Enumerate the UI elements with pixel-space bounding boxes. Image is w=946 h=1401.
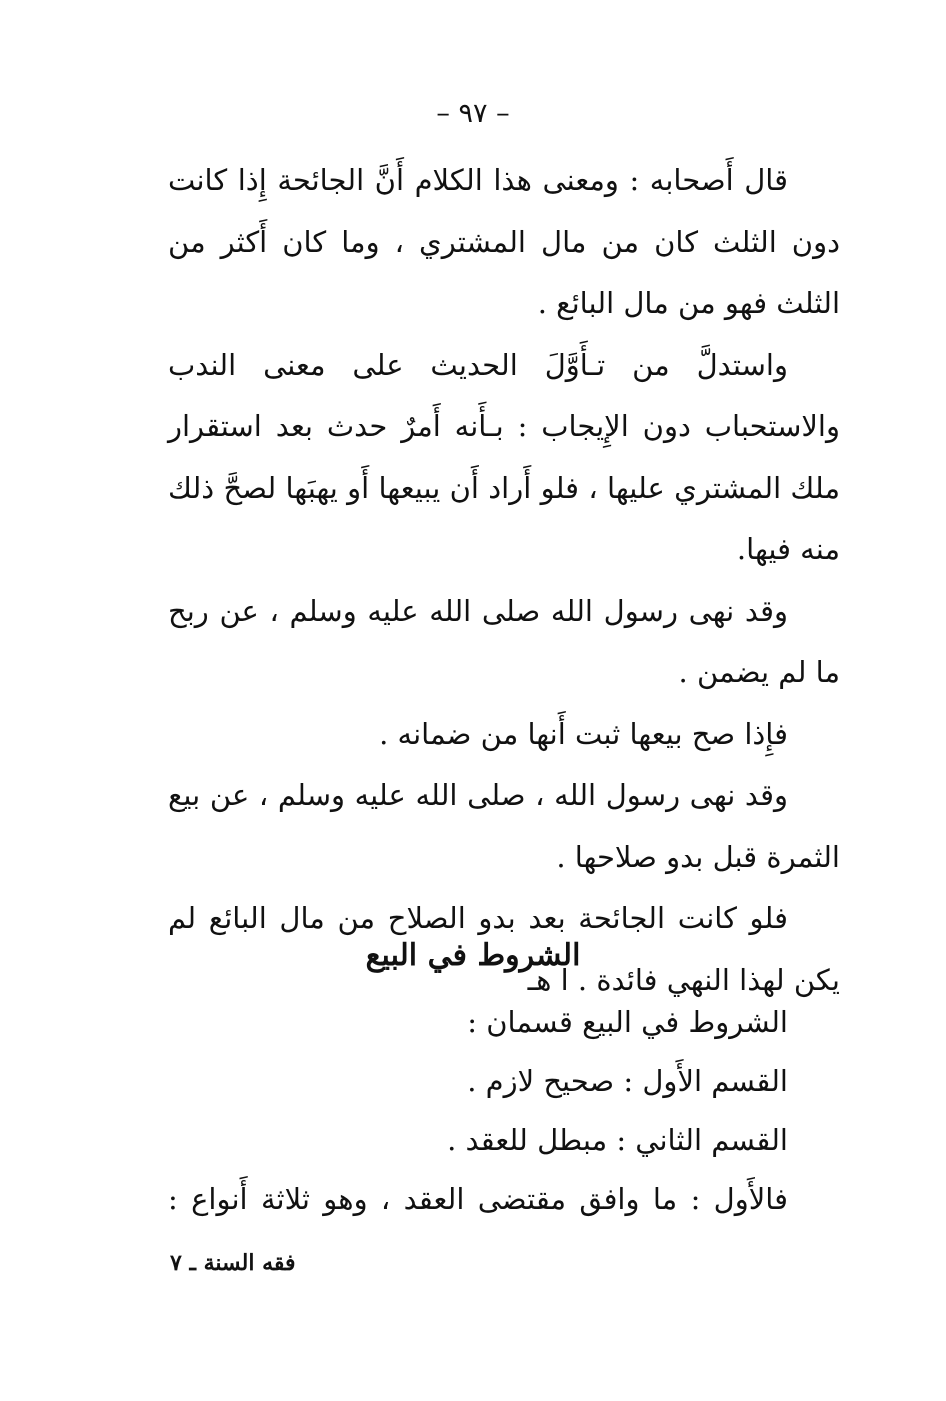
list-item: فالأَول : ما وافق مقتضى العقد ، وهو ثلاثة أَنواع : xyxy=(168,1182,788,1216)
list-item: القسم الأَول : صحيح لازم . xyxy=(467,1064,788,1098)
body-text xyxy=(168,150,840,1011)
paragraph: وقد نهى رسول الله صلى الله عليه وسلم ، عن ربح ما لم يضمن . xyxy=(168,593,840,689)
paragraph: فلو كانت الجائحة بعد بدو الصلاح من مال البائع لم يكن لهذا النهي فائدة . ا هـ xyxy=(168,901,840,997)
paragraph: قال أَصحابه : ومعنى هذا الكلام أَنَّ الجائحة إِذا كانت دون الثلث كان من مال المشتري ، وما كان أَكثر من الثلث فهو من مال البائع . xyxy=(168,163,841,320)
list-item: الشروط في البيع قسمان : xyxy=(467,1005,788,1039)
list-item: القسم الثاني : مبطل للعقد . xyxy=(447,1123,788,1157)
conditions-list xyxy=(168,993,840,1229)
paragraph: واستدلَّ من تـأَوَّلَ الحديث على معنى الندب والاستحباب دون الإِيجاب : بـأَنه أَمرٌ حدث بعد استقرار ملك المشتري عليها ، فلو أَراد أَن يبيعها أَو يهبَها لصحَّ ذلك منه فيها. xyxy=(168,347,840,566)
page-number: – ٩٧ – xyxy=(436,98,510,129)
page-footer: فقه السنة ـ ٧ xyxy=(170,1250,296,1276)
section-heading: الشروط في البيع xyxy=(365,938,581,973)
paragraph: وقد نهى رسول الله ، صلى الله عليه وسلم ، عن بيع الثمرة قبل بدو صلاحها . xyxy=(168,778,840,874)
paragraph: فإِذا صح بيعها ثبت أَنها من ضمانه . xyxy=(379,716,788,751)
